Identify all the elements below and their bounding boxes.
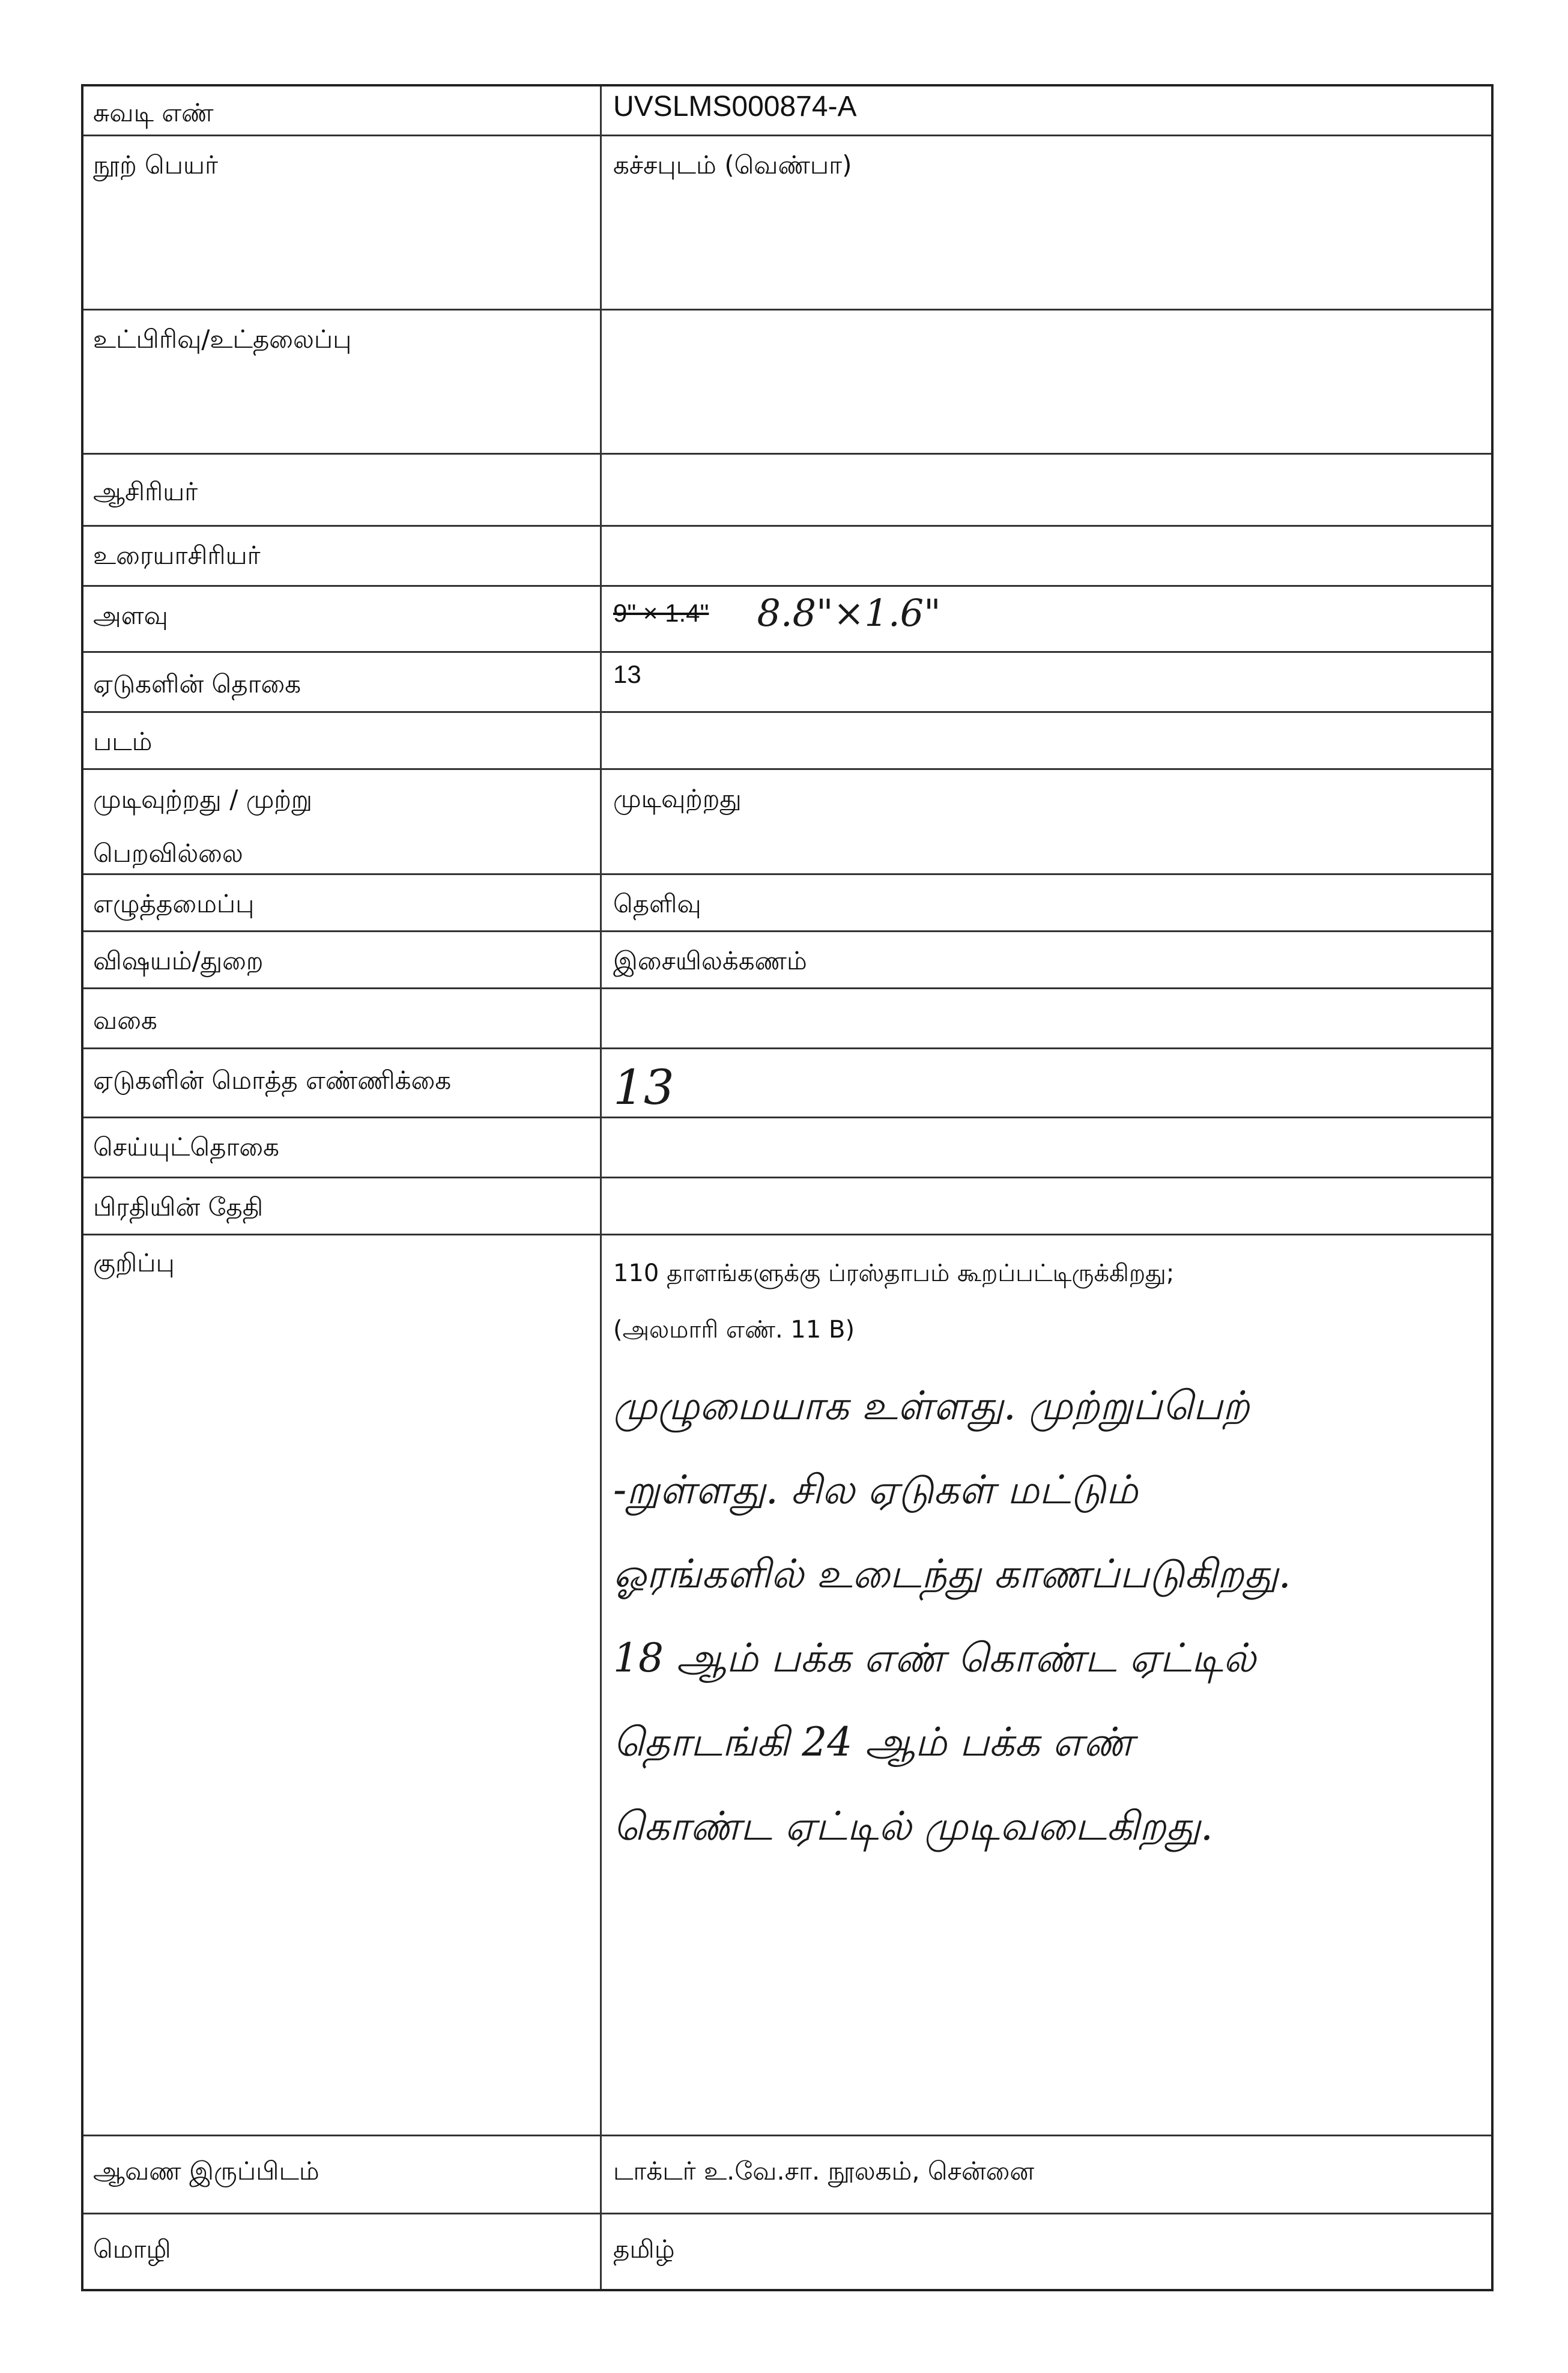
label-subdivision: உட்பிரிவு/உட்தலைப்பு — [93, 324, 352, 354]
value-title: கச்சபுடம் (வெண்பா) — [613, 150, 852, 180]
label-total-leaves: ஏடுகளின் மொத்த எண்ணிக்கை — [93, 1065, 452, 1095]
value-total-leaves: 13 — [613, 1059, 674, 1115]
label-commentator: உரையாசிரியர் — [93, 541, 261, 570]
notes-printed-line-2: (அலமாரி எண். 11 B) — [613, 1316, 855, 1344]
row-leaf-count — [83, 651, 1491, 711]
notes-handwritten-line-2: -றுள்ளது. சில ஏடுகள் மட்டும் — [613, 1467, 1138, 1513]
label-author: ஆசிரியர் — [93, 477, 198, 506]
value-subject: இசையிலக்கணம் — [613, 946, 807, 975]
label-manuscript-number: சுவடி எண் — [93, 98, 214, 127]
value-completion: முடிவுற்றது — [613, 784, 742, 813]
catalogue-form — [81, 84, 1494, 2291]
row-completion — [83, 768, 1491, 873]
row-manuscript-number — [83, 86, 1491, 135]
label-script-quality: எழுத்தமைப்பு — [93, 889, 255, 918]
row-illustration — [83, 711, 1491, 768]
label-leaf-count: ஏடுகளின் தொகை — [93, 669, 301, 699]
notes-handwritten-line-4: 18 ஆம் பக்க எண் கொண்ட ஏட்டில் — [613, 1635, 1256, 1681]
row-total-leaves — [83, 1047, 1491, 1117]
label-size: அளவு — [93, 601, 168, 630]
value-language: தமிழ் — [613, 2234, 675, 2264]
label-verse-count: செய்யுட்தொகை — [93, 1132, 279, 1162]
label-title: நூற் பெயர் — [93, 150, 218, 180]
size-handwritten-value: 8.8"×1.6" — [757, 591, 941, 635]
row-copy-date — [83, 1177, 1491, 1234]
label-subject: விஷயம்/துறை — [93, 946, 264, 975]
row-notes — [83, 1234, 1491, 2135]
row-language — [83, 2213, 1491, 2291]
label-notes: குறிப்பு — [93, 1248, 175, 1277]
row-verse-count — [83, 1117, 1491, 1177]
row-repository — [83, 2135, 1491, 2213]
notes-handwritten-line-1: முழுமையாக உள்ளது. முற்றுப்பெற் — [613, 1383, 1250, 1429]
row-subject — [83, 930, 1491, 987]
row-title — [83, 135, 1491, 309]
row-type — [83, 987, 1491, 1047]
notes-handwritten-line-5: தொடங்கி 24 ஆம் பக்க எண் — [613, 1719, 1134, 1765]
label-type: வகை — [93, 1005, 157, 1035]
row-commentator — [83, 525, 1491, 585]
notes-handwritten-line-6: கொண்ட ஏட்டில் முடிவடைகிறது. — [613, 1803, 1213, 1849]
label-completion: முடிவுற்றது / முற்று பெறவில்லை — [93, 784, 313, 868]
value-repository: டாக்டர் உ.வே.சா. நூலகம், சென்னை — [613, 2156, 1035, 2186]
notes-handwritten — [613, 1364, 1479, 1868]
row-size — [83, 585, 1491, 651]
value-size — [613, 589, 1479, 637]
size-struck-value: 9" × 1.4" — [613, 599, 709, 627]
label-illustration: படம் — [93, 727, 153, 756]
label-copy-date: பிரதியின் தேதி — [93, 1192, 264, 1222]
row-author — [83, 453, 1491, 525]
label-repository: ஆவண இருப்பிடம் — [93, 2156, 319, 2186]
row-script-quality — [83, 873, 1491, 930]
notes-handwritten-line-3: ஓரங்களில் உடைந்து காணப்படுகிறது. — [613, 1551, 1291, 1597]
row-subdivision — [83, 309, 1491, 453]
value-script-quality: தெளிவு — [613, 889, 701, 918]
notes-printed-line-1: 110 தாளங்களுக்கு ப்ரஸ்தாபம் கூறப்பட்டிருக்கிறது; — [613, 1259, 1175, 1287]
value-manuscript-number: UVSLMS000874-A — [613, 91, 857, 123]
value-notes — [613, 1245, 1479, 1868]
value-leaf-count: 13 — [613, 660, 641, 688]
label-language: மொழி — [93, 2234, 171, 2264]
